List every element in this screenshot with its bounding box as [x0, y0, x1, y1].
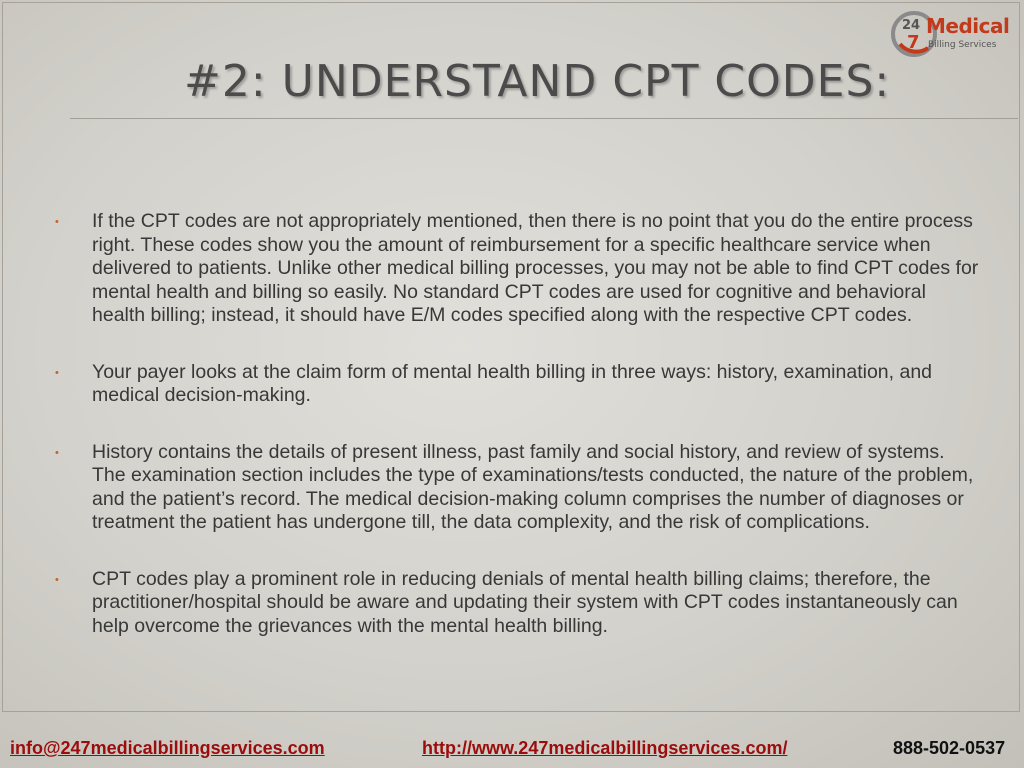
bullet-item — [50, 361, 980, 408]
logo-name: Medical — [926, 14, 1010, 38]
logo-number: 24 — [902, 18, 921, 33]
bullet-item — [50, 441, 980, 535]
slide-title: #2: UNDERSTAND CPT CODES: — [184, 56, 891, 107]
bullet-text: Your payer looks at the claim form of mental health billing in three ways: history, examination, and medical decision-making. — [92, 360, 933, 406]
bullet-icon: • — [55, 216, 59, 228]
bullet-text: History contains the details of present illness, past family and social history, and review of systems. The examination section includes the type of examinations/tests conducted, the nature of the problem, and the patient’s record. The medical decision-making column comprises the number of diagnoses or treatment the patient has undergone till, the data complexity, and the risk of complications. — [92, 440, 974, 533]
bullet-text: CPT codes play a prominent role in reducing denials of mental health billing claims; therefore, the practitioner/hospital should be aware and updating their system with CPT codes instantaneously can help overcome the grievances with the mental health billing. — [92, 567, 958, 637]
bullet-icon: • — [55, 446, 59, 459]
bullet-item — [50, 568, 980, 639]
bullet-text: If the CPT codes are not appropriately mentioned, then there is no point that you do the entire process right. These codes show you the amount of reimbursement for a specific healthcare service when delivered to patients. Unlike other medical billing processes, you may not be able to find CPT codes for mental health and billing so easily. No standard CPT codes are used for cognitive and behavioral health billing; instead, it should have E/M codes specified along with the respective CPT codes. — [92, 210, 979, 326]
logo-subtitle: Billing Services — [928, 40, 997, 50]
bullet-item — [50, 210, 980, 328]
footer — [0, 738, 1024, 762]
footer-email-link[interactable]: info@247medicalbillingservices.com — [10, 738, 325, 758]
company-logo — [888, 8, 1018, 66]
bullet-icon: • — [55, 366, 59, 379]
bullet-icon: • — [55, 573, 59, 586]
footer-phone: 888-502-0537 — [893, 738, 1006, 758]
logo-seven: 7 — [907, 32, 920, 53]
title-divider — [70, 118, 1018, 119]
footer-website-link[interactable]: http://www.247medicalbillingservices.com/ — [422, 738, 788, 758]
bullet-list — [50, 210, 980, 671]
